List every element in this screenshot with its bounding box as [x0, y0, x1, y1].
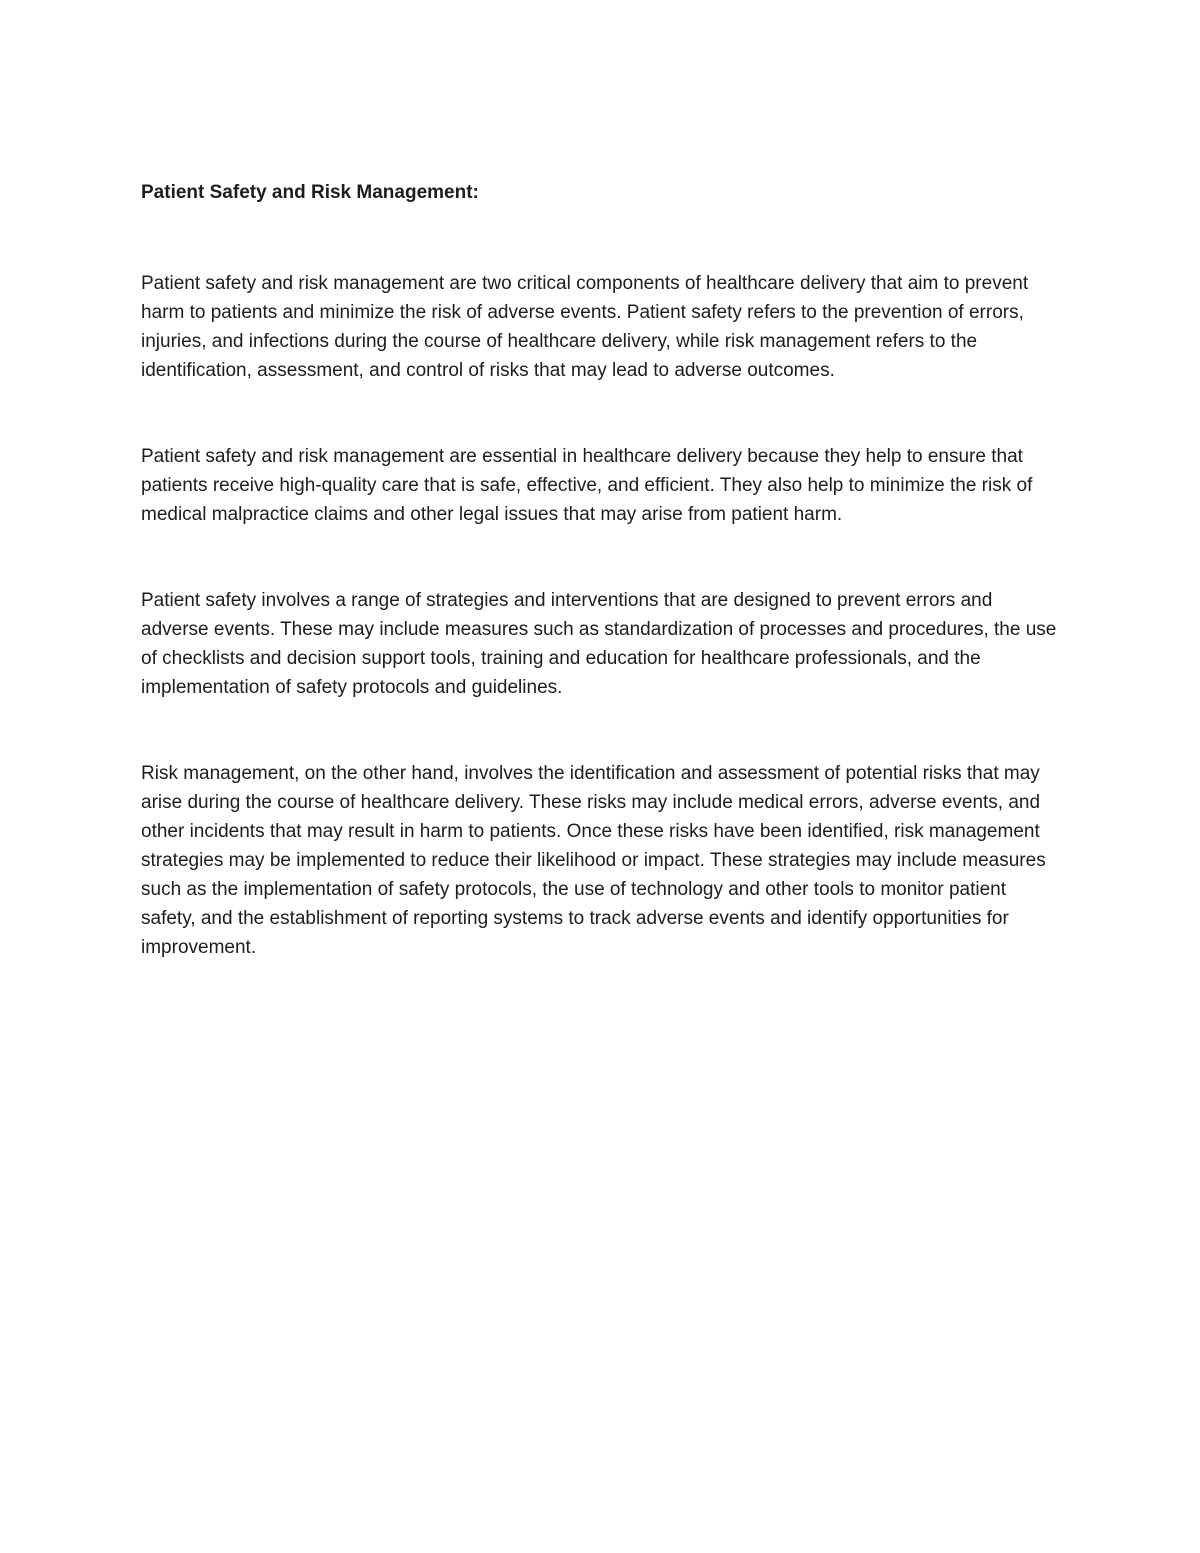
paragraph-importance: Patient safety and risk management are essential in healthcare delivery because they help to ensure that patients receive high-quality care that is safe, effective, and efficient. They also help to minimize the risk of medical malpractice claims and other legal issues that may arise from patient harm.: [141, 446, 1033, 525]
paragraph-overview: Patient safety and risk management are two critical components of healthcare delivery that aim to prevent harm to patients and minimize the risk of adverse events. Patient safety refers to the prevention of errors, injuries, and infections during the course of healthcare delivery, while risk management refers to the identification, assessment, and control of risks that may lead to adverse outcomes.: [141, 273, 1029, 381]
paragraph-risk-management: Risk management, on the other hand, involves the identification and assessment of potential risks that may arise during the course of healthcare delivery. These risks may include medical errors, adverse events, and other incidents that may result in harm to patients. Once these risks have been identified, risk management strategies may be implemented to reduce their likelihood or impact. These strategies may include measures such as the implementation of safety protocols, the use of technology and other tools to monitor patient safety, and the establishment of reporting systems to track adverse events and identify opportunities for improvement.: [141, 763, 1046, 958]
paragraph-patient-safety: Patient safety involves a range of strategies and interventions that are designed to prevent errors and adverse events. These may include measures such as standardization of processes and procedures, the use of checklists and decision support tools, training and education for healthcare professionals, and the implementation of safety protocols and guidelines.: [141, 590, 1057, 698]
document-content: [141, 178, 1063, 962]
document-title: Patient Safety and Risk Management:: [141, 182, 479, 203]
